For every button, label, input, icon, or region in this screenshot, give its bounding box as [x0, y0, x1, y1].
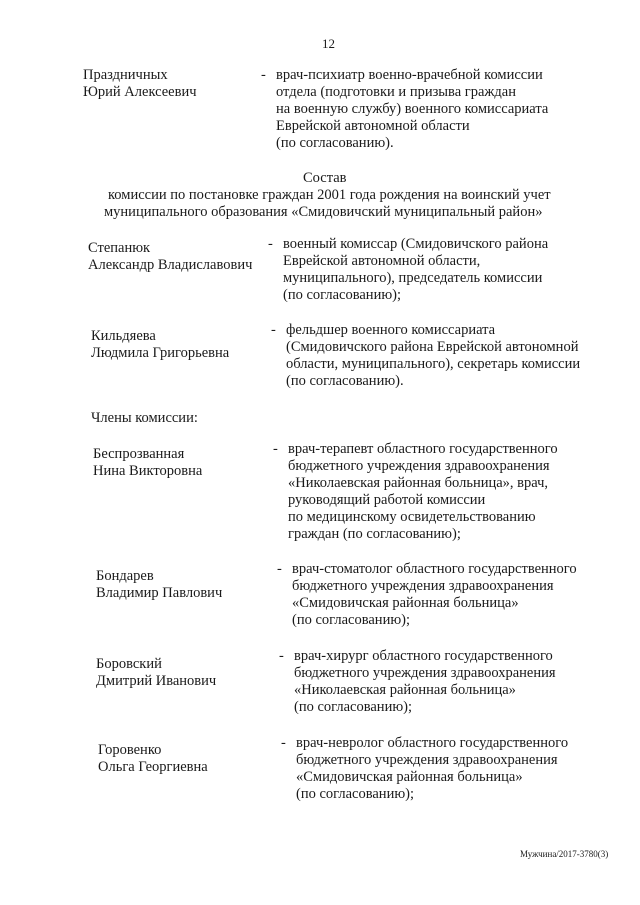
position-line: бюджетного учреждения здравоохранения — [288, 458, 550, 474]
position-line: на военную службу) военного комиссариата — [276, 101, 549, 117]
position-line: врач-хирург областного государственного — [294, 648, 553, 664]
position-line: «Николаевская районная больница», врач, — [288, 475, 549, 491]
position-line: граждан (по согласованию); — [288, 526, 461, 542]
position-line: (по согласованию); — [296, 786, 415, 802]
person-surname: Кильдяева — [91, 328, 156, 344]
position-line: фельдшер военного комиссариата — [286, 322, 496, 338]
members-heading: Члены комиссии: — [91, 410, 198, 426]
person-surname: Боровский — [96, 656, 162, 672]
section-subtitle: комиссии по постановке граждан 2001 года рождения на воинский учет — [108, 187, 551, 203]
person-surname: Горовенко — [98, 742, 162, 758]
person-given-names: Нина Викторовна — [93, 463, 203, 479]
position-line: отдела (подготовки и призыва граждан — [276, 84, 516, 100]
position-line: Еврейской автономной области, — [283, 253, 481, 269]
entry-dash: - — [281, 735, 286, 751]
position-line: врач-психиатр военно-врачебной комиссии — [276, 67, 543, 83]
entry-dash: - — [268, 236, 273, 252]
position-line: (Смидовичского района Еврейской автономной — [286, 339, 579, 355]
person-given-names: Ольга Георгиевна — [98, 759, 208, 775]
person-surname: Степанюк — [88, 240, 151, 256]
position-line: врач-терапевт областного государственного — [288, 441, 558, 457]
position-line: по медицинскому освидетельствованию — [288, 509, 536, 525]
position-line: бюджетного учреждения здравоохранения — [294, 665, 556, 681]
entry-dash: - — [279, 648, 284, 664]
person-given-names: Людмила Григорьевна — [91, 345, 230, 361]
position-line: муниципального), председатель комиссии — [283, 270, 543, 286]
position-line: врач-стоматолог областного государственного — [292, 561, 577, 577]
position-line: области, муниципального), секретарь комиссии — [286, 356, 581, 372]
position-line: бюджетного учреждения здравоохранения — [296, 752, 558, 768]
document-code: Мужчина/2017-3780(3) — [520, 849, 609, 859]
person-surname: Бондарев — [96, 568, 154, 584]
page-number: 12 — [322, 36, 335, 51]
person-surname: Праздничных — [83, 67, 168, 83]
position-line: (по согласованию); — [283, 287, 402, 303]
position-line: руководящий работой комиссии — [288, 492, 486, 508]
person-surname: Беспрозванная — [93, 446, 185, 462]
entry-dash: - — [273, 441, 278, 457]
person-given-names: Юрий Алексеевич — [83, 84, 197, 100]
position-line: «Смидовичская районная больница» — [292, 595, 519, 611]
person-given-names: Дмитрий Иванович — [96, 673, 217, 689]
section-subtitle: муниципального образования «Смидовичский муниципальный район» — [104, 204, 543, 220]
entry-dash: - — [261, 67, 266, 83]
position-line: «Николаевская районная больница» — [294, 682, 516, 698]
section-title: Состав — [303, 170, 347, 186]
position-line: бюджетного учреждения здравоохранения — [292, 578, 554, 594]
position-line: (по согласованию); — [292, 612, 411, 628]
position-line: военный комиссар (Смидовичского района — [283, 236, 549, 252]
position-line: «Смидовичская районная больница» — [296, 769, 523, 785]
person-given-names: Владимир Павлович — [96, 585, 223, 601]
person-given-names: Александр Владиславович — [88, 257, 253, 273]
position-line: врач-невролог областного государственного — [296, 735, 569, 751]
position-line: (по согласованию). — [276, 135, 394, 151]
entry-dash: - — [277, 561, 282, 577]
position-line: (по согласованию). — [286, 373, 404, 389]
position-line: Еврейской автономной области — [276, 118, 470, 134]
position-line: (по согласованию); — [294, 699, 413, 715]
entry-dash: - — [271, 322, 276, 338]
